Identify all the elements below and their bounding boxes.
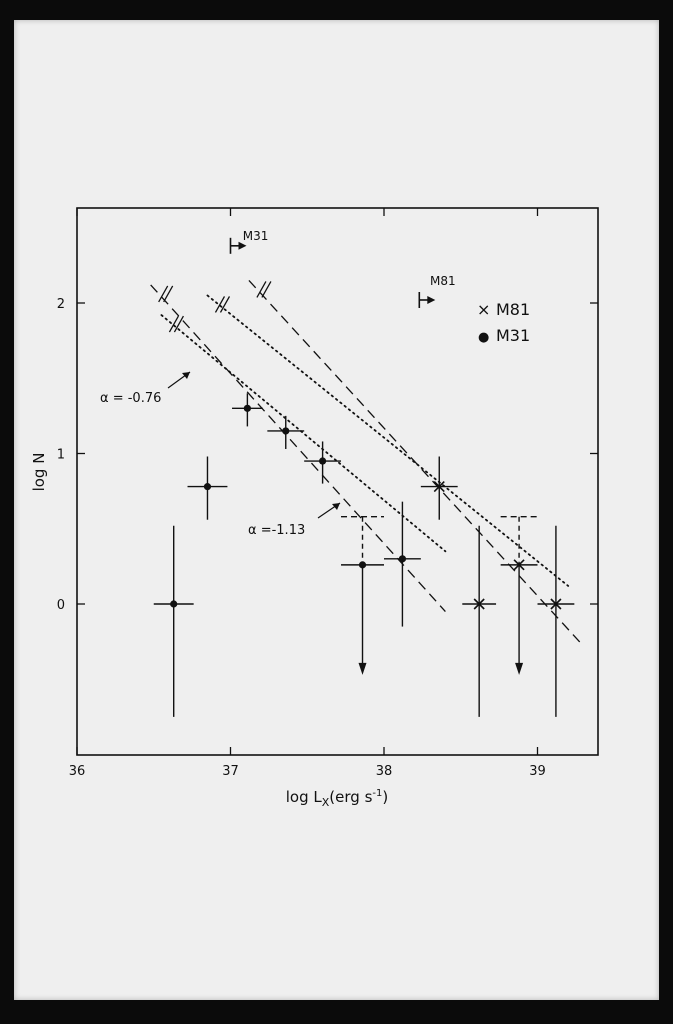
upper-limit-arrowhead [359,663,367,675]
legend-m31-label: M31 [496,326,531,345]
legend [477,300,530,345]
fit-label-arrowhead [182,372,190,379]
data-point-m81 [421,457,458,520]
annotation-label: M31 [242,228,269,243]
x-tick-label: 37 [222,764,239,779]
x-tick-label: 38 [375,764,393,779]
break-mark [164,286,173,302]
x-axis-label: $\log L_X(erg$ $s^{-1}$) [285,788,389,809]
axis-ticks [57,208,598,779]
data-points [154,393,575,717]
annotation-label: M81 [430,273,456,288]
data-point-m81 [538,526,575,717]
data-point-m31 [232,393,263,426]
data-point-m31 [304,441,341,483]
dot-marker [359,561,366,568]
data-point-m31 [154,526,194,717]
legend-m31-symbol: ● [478,330,490,345]
data-point-m31 [341,517,384,675]
dot-marker [319,457,326,464]
legend-m81-symbol: × [477,300,491,319]
annotations [231,229,456,308]
y-tick-label: 1 [56,447,65,463]
dot-marker [170,600,177,607]
dot-marker [244,405,251,412]
y-axis-label: log N [30,452,48,492]
y-tick-label: 2 [56,297,65,312]
fit-label: α =-1.13 [248,523,306,538]
dot-marker [204,483,211,490]
dot-marker [282,427,289,434]
legend-m81-label: M81 [496,300,531,319]
x-tick-label: 36 [68,764,86,779]
limit-arrowhead [427,296,435,304]
data-point-m31 [188,457,228,520]
x-tick-label: 39 [529,764,546,779]
limit-arrowhead [239,242,247,250]
break-mark [262,281,271,297]
fit-label: α = -0.76 [100,391,162,406]
break-mark [169,316,178,332]
y-tick-label: 0 [56,598,65,613]
break-mark [215,296,224,312]
data-point-m31 [384,502,421,627]
upper-limit-arrowhead [515,663,523,675]
data-point-m81 [501,517,538,675]
data-point-m81 [462,526,496,717]
dot-marker [399,555,406,562]
fit-label-arrowhead [332,503,340,510]
fit-line-dashed [249,280,584,646]
